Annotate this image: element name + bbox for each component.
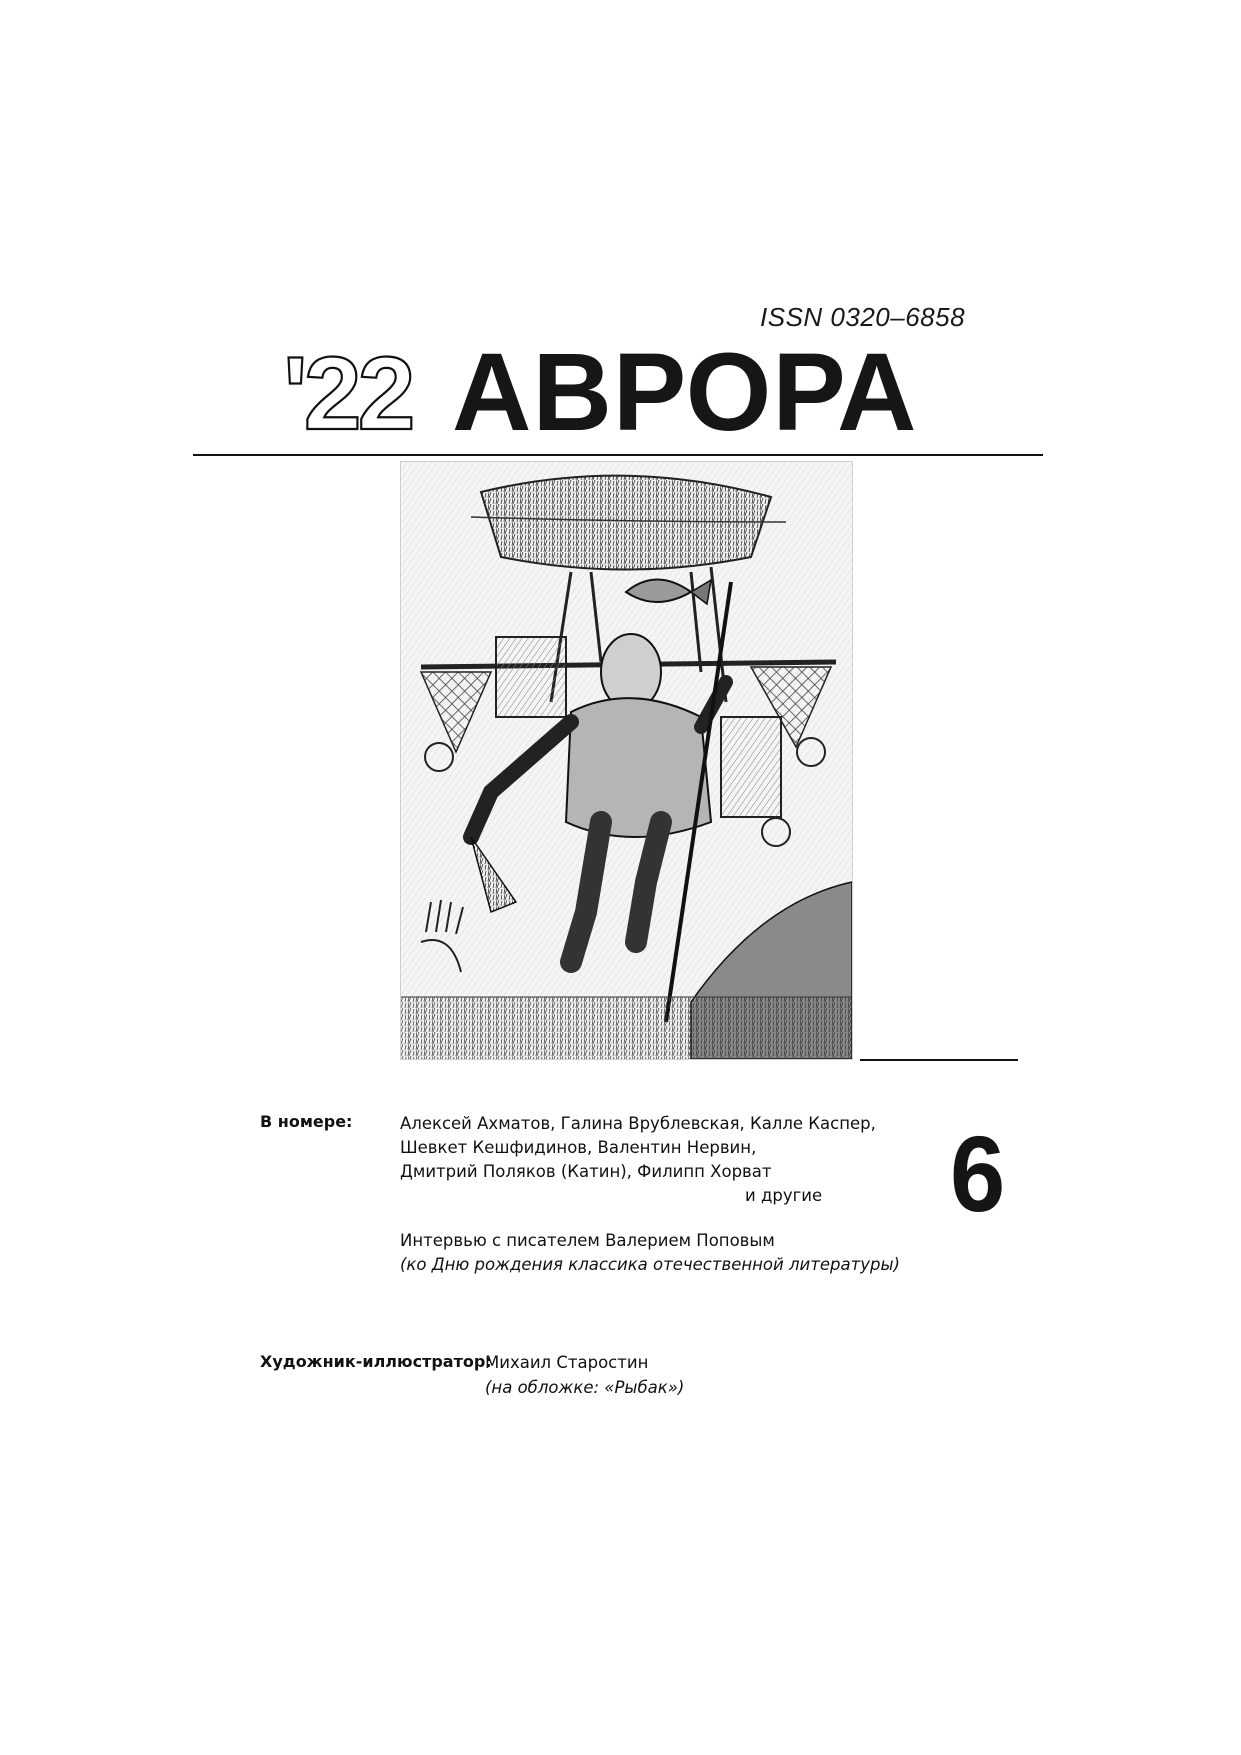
authors-line-1: Алексей Ахматов, Галина Врублевская, Калле Каспер, [400,1114,876,1133]
year-mark: '22 [283,336,412,452]
issn-number: ISSN 0320–6858 [760,302,966,332]
cover-illustration [400,461,853,1060]
authors-line-2: Шевкет Кешфидинов, Валентин Нервин, [400,1138,757,1157]
illustration-divider [860,1059,1018,1061]
issue-number: 6 [950,1113,1006,1234]
interview-line: Интервью с писателем Валерием Поповым [400,1231,775,1250]
header-divider [193,454,1043,456]
etching-fisherman-icon [401,462,852,1059]
illustrator-label: Художник-иллюстратор: [260,1352,492,1371]
contents-label: В номере: [260,1112,353,1131]
illustrator-name: Михаил Старостин [485,1353,649,1372]
interview-note: (ко Дню рождения классика отечественной литературы) [400,1255,900,1274]
magazine-title: АВРОРА [452,331,918,454]
cover-note: (на обложке: «Рыбак») [485,1378,685,1397]
authors-line-3: Дмитрий Поляков (Катин), Филипп Хорват [400,1162,772,1181]
and-others: и другие [745,1186,823,1205]
